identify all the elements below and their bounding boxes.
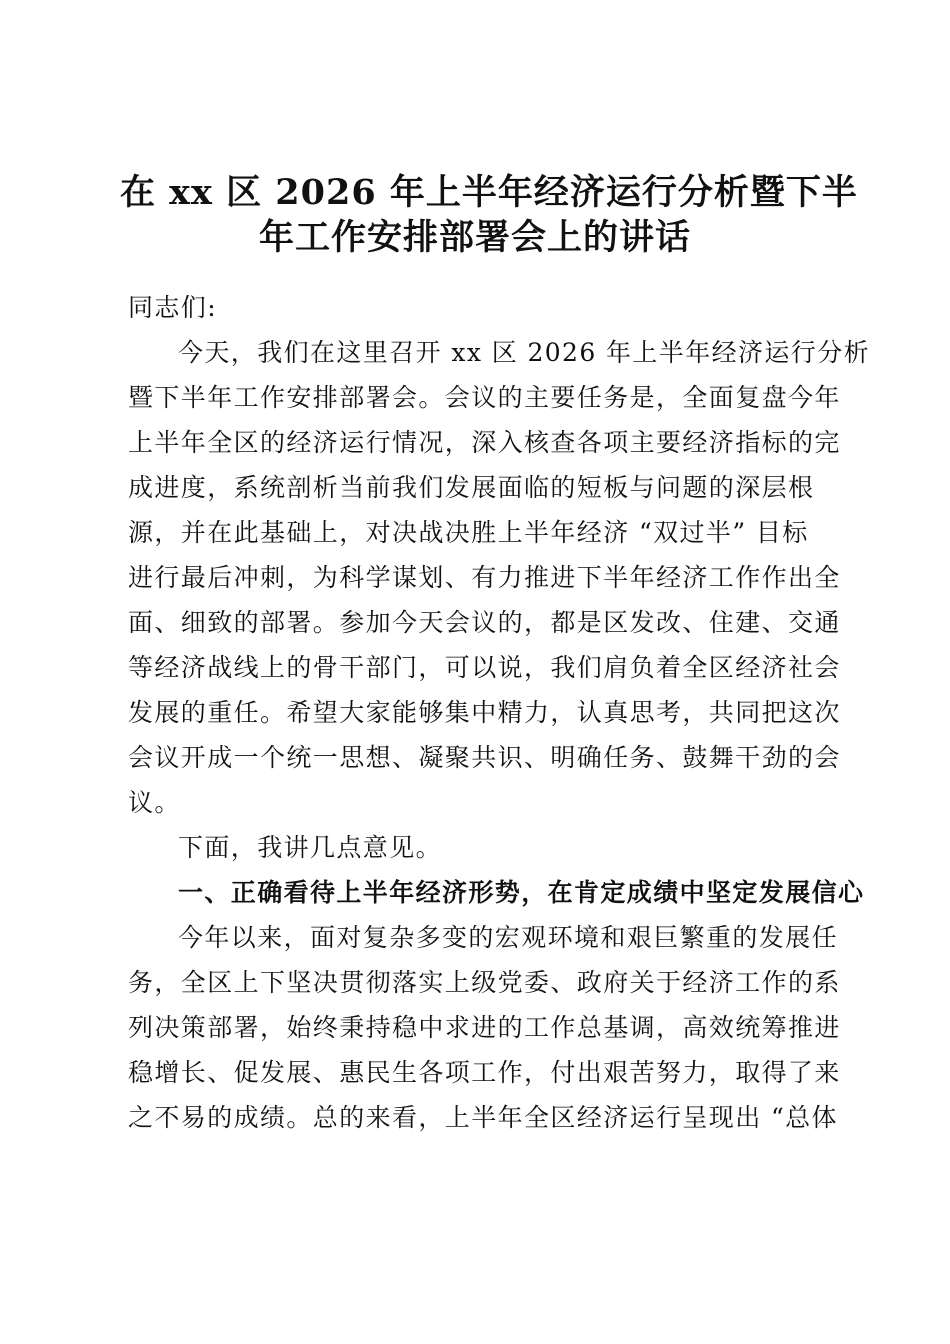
paragraph-line: 等经济战线上的骨干部门，可以说，我们肩负着全区经济社会 bbox=[128, 653, 841, 682]
salutation-text: 同志们: bbox=[128, 293, 218, 322]
document-title bbox=[120, 170, 858, 260]
paragraph-line: 之不易的成绩。总的来看，上半年全区经济运行呈现出 “总体 bbox=[128, 1103, 838, 1132]
paragraph-line: 源，并在此基础上，对决战决胜上半年经济 “双过半” 目标 bbox=[128, 518, 809, 547]
paragraph-line: 今年以来，面对复杂多变的宏观环境和艰巨繁重的发展任 bbox=[178, 923, 839, 952]
title-line: 在 xx 区 2026 年上半年经济运行分析暨下半 bbox=[120, 172, 858, 213]
paragraph-line: 上半年全区的经济运行情况，深入核查各项主要经济指标的完 bbox=[128, 428, 841, 457]
paragraph-line: 下面，我讲几点意见。 bbox=[178, 833, 443, 862]
paragraph-line: 稳增长、促发展、惠民生各项工作，付出艰苦努力，取得了来 bbox=[128, 1058, 841, 1087]
paragraph-line: 务，全区上下坚决贯彻落实上级党委、政府关于经济工作的系 bbox=[128, 968, 841, 997]
section-heading: 一、正确看待上半年经济形势，在肯定成绩中坚定发展信心 bbox=[178, 878, 865, 907]
paragraph-line: 会议开成一个统一思想、凝聚共识、明确任务、鼓舞干劲的会 bbox=[128, 743, 841, 772]
paragraph-line: 今天，我们在这里召开 xx 区 2026 年上半年经济运行分析 bbox=[178, 338, 871, 367]
title-line: 年工作安排部署会上的讲话 bbox=[258, 217, 691, 258]
paragraph-line: 列决策部署，始终秉持稳中求进的工作总基调，高效统筹推进 bbox=[128, 1013, 841, 1042]
paragraph-line: 议。 bbox=[128, 788, 181, 817]
salutation bbox=[128, 285, 828, 330]
paragraph-line: 面、细致的部署。参加今天会议的，都是区发改、住建、交通 bbox=[128, 608, 841, 637]
paragraph-line: 发展的重任。希望大家能够集中精力，认真思考，共同把这次 bbox=[128, 698, 841, 727]
paragraph-line: 暨下半年工作安排部署会。会议的主要任务是，全面复盘今年 bbox=[128, 383, 841, 412]
document-body bbox=[128, 330, 871, 1140]
paragraph-line: 进行最后冲刺，为科学谋划、有力推进下半年经济工作作出全 bbox=[128, 563, 841, 592]
paragraph-line: 成进度，系统剖析当前我们发展面临的短板与问题的深层根 bbox=[128, 473, 815, 502]
